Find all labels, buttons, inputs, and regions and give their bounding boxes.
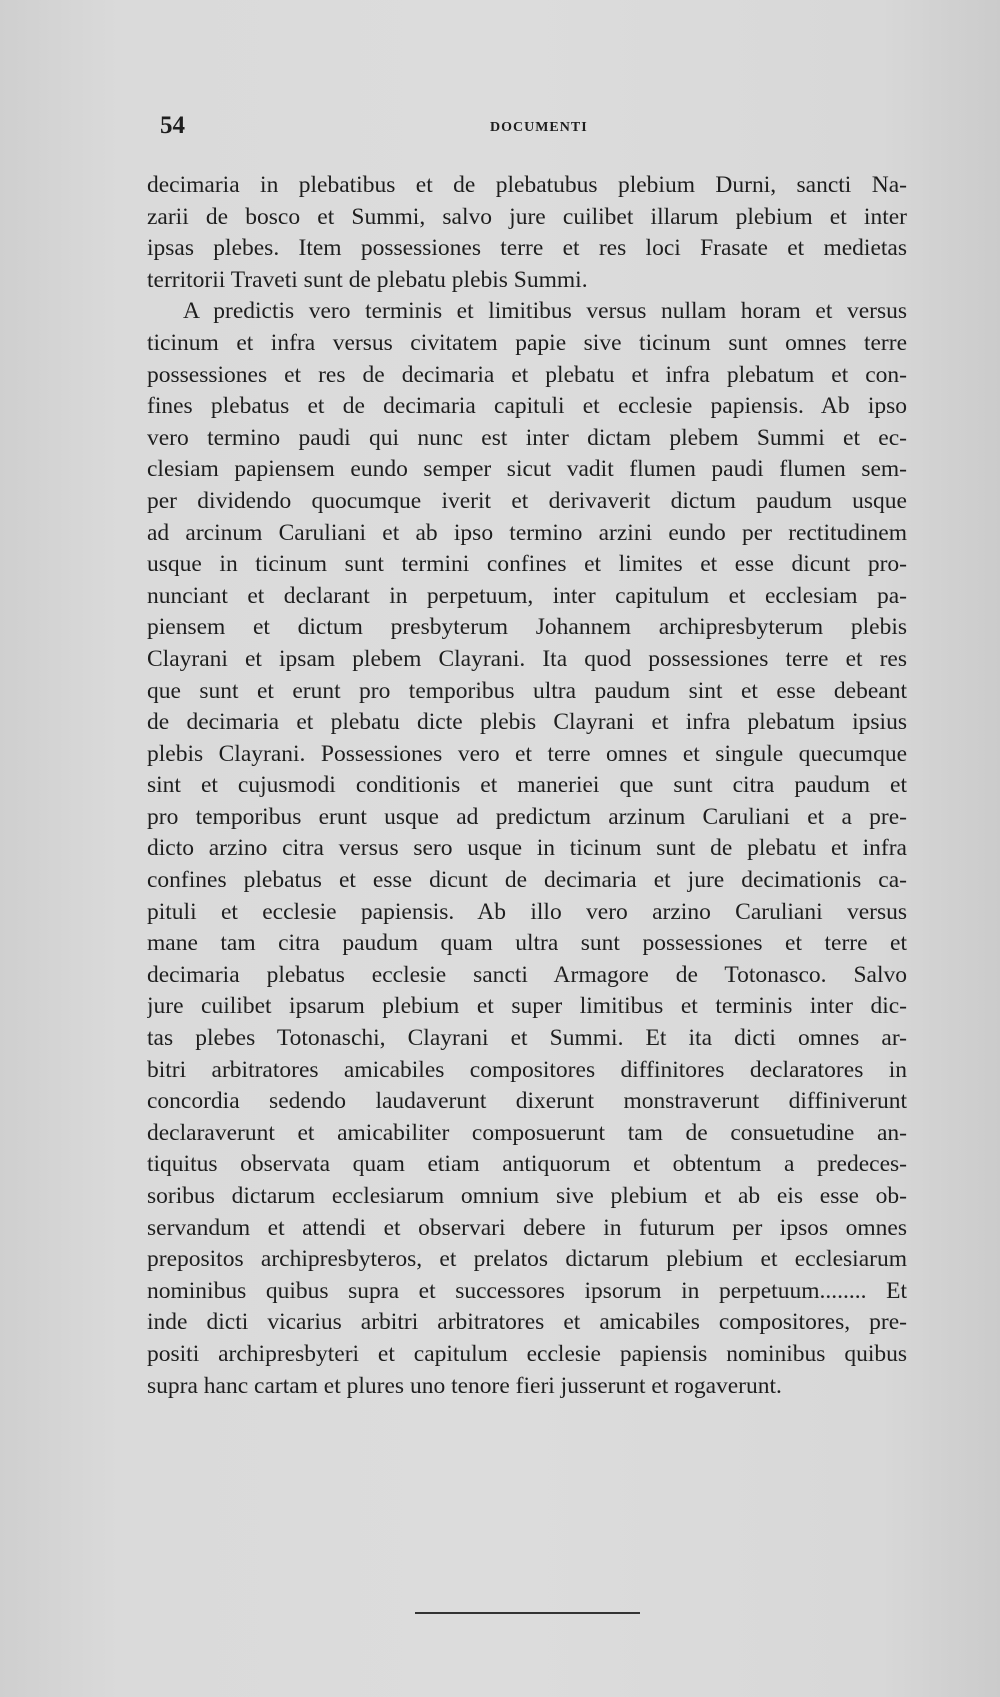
text-line: vero termino paudi qui nunc est inter dictam plebem Summi et ec-	[147, 424, 907, 451]
text-line: bitri arbitratores amicabiles compositores diffinitores declaratores in	[147, 1056, 907, 1083]
text-line: prepositos archipresbyteros, et prelatos dictarum plebium et ecclesiarum	[147, 1246, 907, 1273]
text-line: usque in ticinum sunt termini confines et limites et esse dicunt pro-	[147, 551, 907, 578]
text-line: possessiones et res de decimaria et plebatu et infra plebatum et con-	[147, 361, 907, 388]
text-line: tiquitus observata quam etiam antiquorum et obtentum a predeces-	[147, 1151, 907, 1178]
text-line: ipsas plebes. Item possessiones terre et res loci Frasate et medietas	[147, 235, 907, 262]
text-line: dicto arzino citra versus sero usque in ticinum sunt de plebatu et infra	[147, 835, 907, 862]
text-line: confines plebatus et esse dicunt de decimaria et jure decimationis ca-	[147, 867, 907, 894]
text-line: fines plebatus et de decimaria capituli et ecclesie papiensis. Ab ipso	[147, 393, 907, 420]
text-line: tas plebes Totonaschi, Clayrani et Summi. Et ita dicti omnes ar-	[147, 1025, 907, 1052]
text-line: de decimaria et plebatu dicte plebis Clayrani et infra plebatum ipsius	[147, 709, 907, 736]
text-line: pituli et ecclesie papiensis. Ab illo vero arzino Caruliani versus	[147, 898, 907, 925]
page-number: 54	[160, 112, 185, 139]
text-line: mane tam citra paudum quam ultra sunt possessiones et terre et	[147, 930, 907, 957]
text-line: territorii Traveti sunt de plebatu plebis Summi.	[147, 266, 588, 293]
running-title: DOCUMENTI	[490, 120, 588, 135]
text-line: plebis Clayrani. Possessiones vero et terre omnes et singule quecumque	[147, 740, 907, 767]
text-line: concordia sedendo laudaverunt dixerunt monstraverunt diffiniverunt	[147, 1088, 907, 1115]
text-line: zarii de bosco et Summi, salvo jure cuilibet illarum plebium et inter	[147, 203, 907, 230]
text-line: pro temporibus erunt usque ad predictum arzinum Caruliani et a pre-	[147, 803, 907, 830]
text-line: nunciant et declarant in perpetuum, inter capitulum et ecclesiam pa-	[147, 582, 907, 609]
text-line: Clayrani et ipsam plebem Clayrani. Ita quod possessiones terre et res	[147, 645, 907, 672]
text-line: piensem et dictum presbyterum Johannem archipresbyterum plebis	[147, 614, 907, 641]
text-line: positi archipresbyteri et capitulum ecclesie papiensis nominibus quibus	[147, 1340, 907, 1367]
text-line: declaraverunt et amicabiliter composuerunt tam de consuetudine an-	[147, 1119, 907, 1146]
text-line: A predictis vero terminis et limitibus versus nullam horam et versus	[183, 298, 907, 325]
text-line: decimaria plebatus ecclesie sancti Armagore de Totonasco. Salvo	[147, 961, 907, 988]
page-header	[160, 112, 890, 146]
text-line: ad arcinum Caruliani et ab ipso termino arzini eundo per rectitudinem	[147, 519, 907, 546]
body-text	[147, 170, 907, 1402]
text-line: per dividendo quocumque iverit et derivaverit dictum paudum usque	[147, 487, 907, 514]
text-line: clesiam papiensem eundo semper sicut vadit flumen paudi flumen sem-	[147, 456, 907, 483]
text-line: nominibus quibus supra et successores ipsorum in perpetuum........ Et	[147, 1277, 907, 1304]
text-line: que sunt et erunt pro temporibus ultra paudum sint et esse debeant	[147, 677, 907, 704]
text-line: decimaria in plebatibus et de plebatubus plebium Durni, sancti Na-	[147, 172, 907, 198]
closing-rule	[415, 1612, 640, 1614]
text-line: inde dicti vicarius arbitri arbitratores et amicabiles compositores, pre-	[147, 1309, 907, 1336]
text-line: sint et cujusmodi conditionis et maneriei que sunt citra paudum et	[147, 772, 907, 799]
text-line: jure cuilibet ipsarum plebium et super limitibus et terminis inter dic-	[147, 993, 907, 1020]
text-line: ticinum et infra versus civitatem papie sive ticinum sunt omnes terre	[147, 329, 907, 356]
text-line: soribus dictarum ecclesiarum omnium sive plebium et ab eis esse ob-	[147, 1183, 907, 1209]
text-line: supra hanc cartam et plures uno tenore fieri jusserunt et rogaverunt.	[147, 1372, 782, 1399]
text-line: servandum et attendi et observari debere in futurum per ipsos omnes	[147, 1214, 907, 1241]
